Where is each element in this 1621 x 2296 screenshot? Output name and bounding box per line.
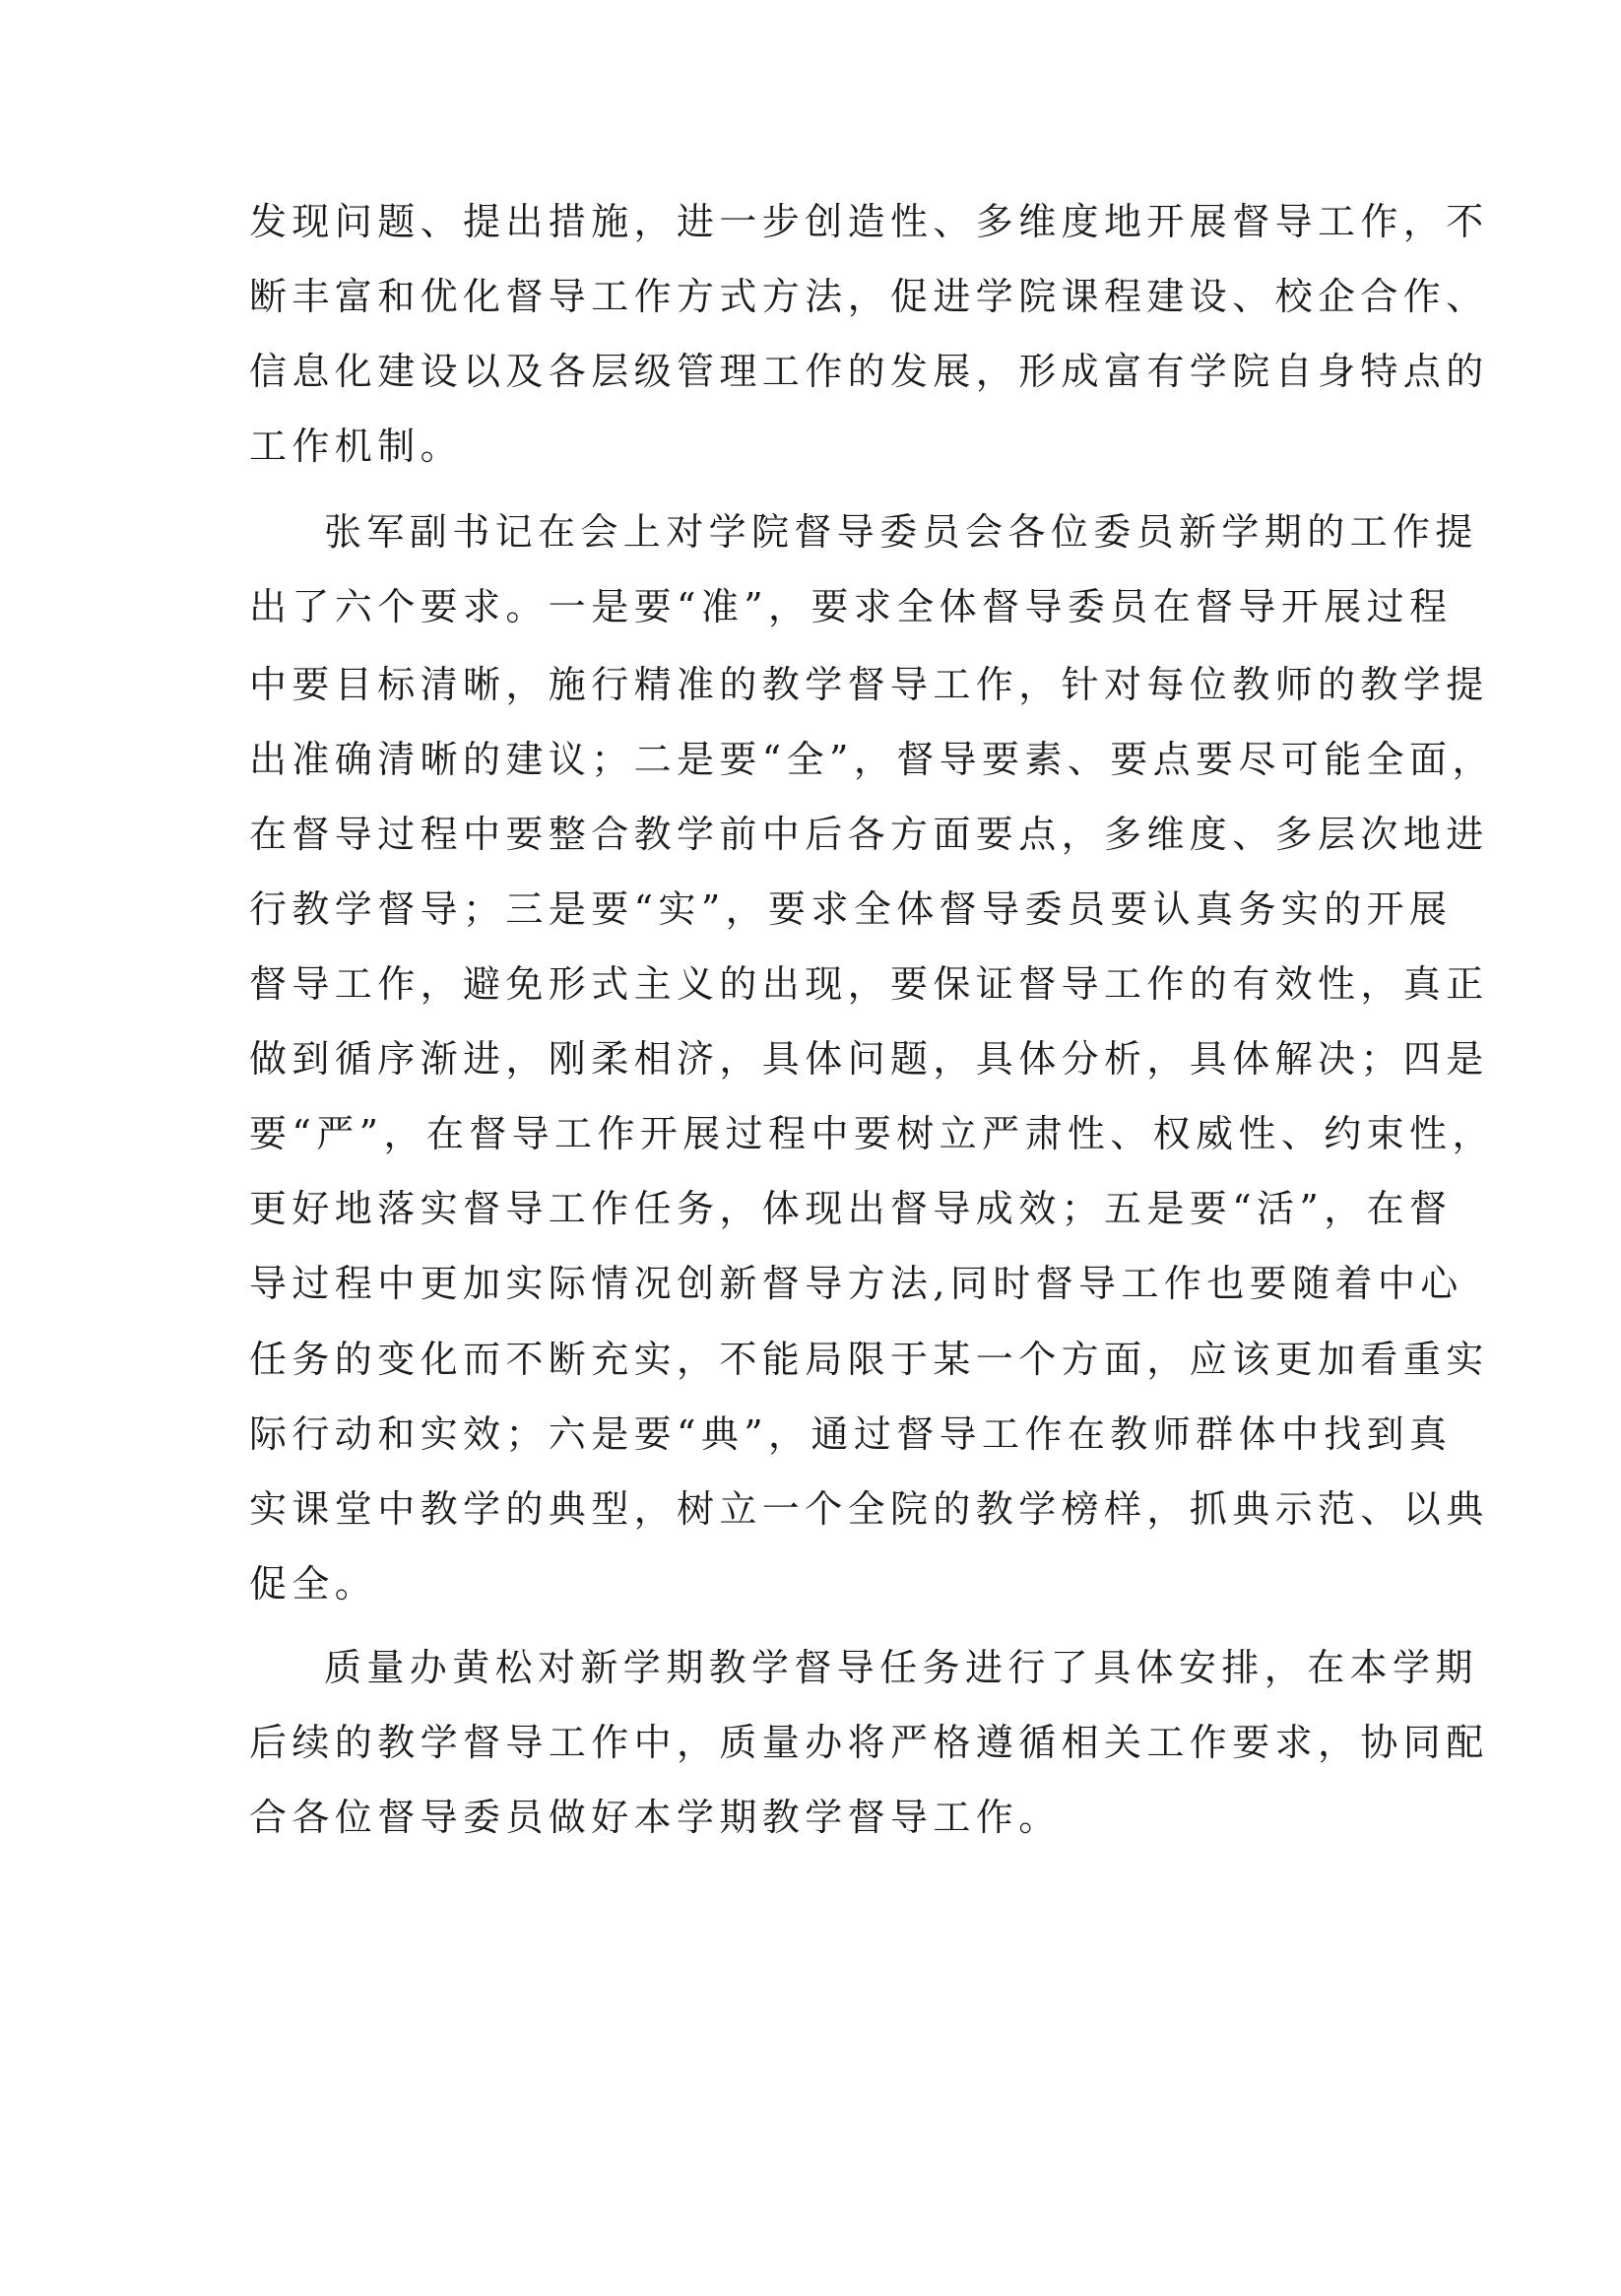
text-line: 更好地落实督导工作任务，体现出督导成效；五是要“活”，在督 xyxy=(249,1187,1453,1230)
text-line: 督导工作，避免形式主义的出现，要保证督导工作的有效性，真正 xyxy=(249,962,1489,1006)
text-line: 实课堂中教学的典型，树立一个全院的教学榜样，抓典示范、以典 xyxy=(249,1487,1489,1531)
text-line: 断丰富和优化督导工作方式方法，促进学院课程建设、校企合作、 xyxy=(249,275,1489,318)
text-line: 中要目标清晰，施行精准的教学督导工作，针对每位教师的教学提 xyxy=(249,663,1489,706)
text-line: 后续的教学督导工作中，质量办将严格遵循相关工作要求，协同配 xyxy=(249,1721,1489,1764)
text-line: 工作机制。 xyxy=(249,425,464,468)
paragraph-first-line: 质量办黄松对新学期教学督导任务进行了具体安排，在本学期 xyxy=(324,1646,1478,1689)
text-line: 做到循序渐进，刚柔相济，具体问题，具体分析，具体解决；四是 xyxy=(249,1037,1489,1081)
text-line: 出了六个要求。一是要“准”，要求全体督导委员在督导开展过程 xyxy=(249,585,1453,628)
text-line: 发现问题、提出措施，进一步创造性、多维度地开展督导工作，不 xyxy=(249,200,1489,243)
text-line: 行教学督导；三是要“实”，要求全体督导委员要认真务实的开展 xyxy=(249,887,1453,931)
text-line: 出准确清晰的建议；二是要“全”，督导要素、要点要尽可能全面， xyxy=(249,738,1495,781)
text-line: 信息化建设以及各层级管理工作的发展，形成富有学院自身特点的 xyxy=(249,350,1489,393)
text-line: 任务的变化而不断充实，不能局限于某一个方面，应该更加看重实 xyxy=(249,1338,1489,1381)
text-line: 促全。 xyxy=(249,1562,378,1606)
text-line: 合各位督导委员做好本学期教学督导工作。 xyxy=(249,1796,1062,1839)
text-line: 要“严”，在督导工作开展过程中要树立严肃性、权威性、约束性， xyxy=(249,1112,1495,1155)
text-line: 导过程中更加实际情况创新督导方法,同时督导工作也要随着中心 xyxy=(249,1262,1463,1305)
text-line: 际行动和实效；六是要“典”，通过督导工作在教师群体中找到真 xyxy=(249,1412,1453,1456)
text-line: 在督导过程中要整合教学前中后各方面要点，多维度、多层次地进 xyxy=(249,813,1489,856)
paragraph-first-line: 张军副书记在会上对学院督导委员会各位委员新学期的工作提 xyxy=(324,510,1478,554)
